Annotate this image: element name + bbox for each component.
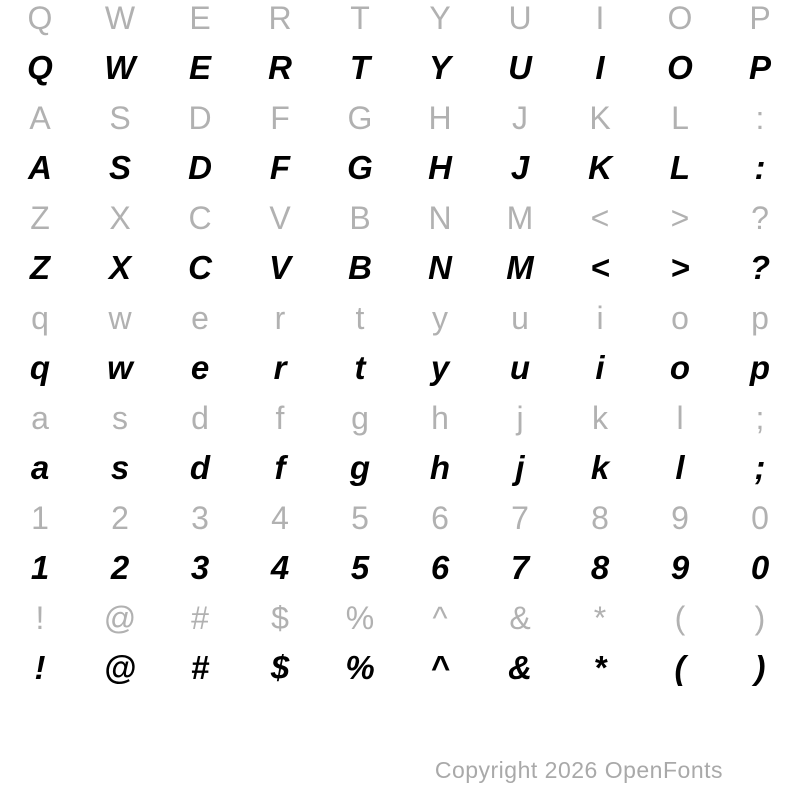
glyph-cell: ? xyxy=(749,249,771,286)
glyph-cell: l xyxy=(675,449,685,486)
glyph-cell: V xyxy=(269,200,291,236)
copyright-watermark: Copyright 2026 OpenFonts xyxy=(434,757,723,783)
glyph-cell: i xyxy=(595,349,605,386)
glyph-cell: Z xyxy=(30,200,50,236)
glyph-row-1-gray xyxy=(0,0,800,43)
glyph-row-4-bold xyxy=(0,143,800,193)
glyph-cell: w xyxy=(107,349,133,386)
glyph-cell: G xyxy=(347,100,373,136)
glyph-cell: & xyxy=(509,600,531,636)
glyph-cell: S xyxy=(109,100,131,136)
glyph-cell: I xyxy=(595,49,605,86)
glyph-cell: L xyxy=(669,149,691,186)
glyph-row-3-gray xyxy=(0,93,800,143)
glyph-row-7-gray xyxy=(0,293,800,343)
glyph-cell: * xyxy=(593,600,607,636)
glyph-row-10-bold xyxy=(0,443,800,493)
glyph-cell: y xyxy=(432,300,448,336)
glyph-cell: a xyxy=(30,449,50,486)
glyph-cell: A xyxy=(29,100,51,136)
glyph-cell: 7 xyxy=(510,549,530,586)
glyph-cell: d xyxy=(191,400,209,436)
glyph-cell: I xyxy=(595,0,605,36)
glyph-cell: d xyxy=(189,449,211,486)
glyph-cell: ! xyxy=(34,649,46,686)
glyph-cell: L xyxy=(671,100,689,136)
glyph-cell: t xyxy=(354,349,366,386)
glyph-cell: Q xyxy=(27,49,53,86)
glyph-cell: 8 xyxy=(590,549,610,586)
glyph-cell: u xyxy=(511,300,529,336)
glyph-cell: : xyxy=(755,100,765,136)
glyph-cell: U xyxy=(508,0,532,36)
glyph-cell: 7 xyxy=(511,500,529,536)
glyph-cell: C xyxy=(188,200,212,236)
glyph-cell: 3 xyxy=(190,549,210,586)
glyph-cell: F xyxy=(270,100,290,136)
glyph-cell: Q xyxy=(27,0,53,36)
glyph-cell: X xyxy=(109,200,131,236)
glyph-row-2-bold xyxy=(0,43,800,93)
glyph-cell: K xyxy=(589,100,611,136)
glyph-cell: ) xyxy=(754,649,766,686)
glyph-cell: % xyxy=(345,600,375,636)
glyph-cell: T xyxy=(350,0,370,36)
glyph-row-9-gray xyxy=(0,393,800,443)
glyph-cell: Z xyxy=(29,249,51,286)
glyph-cell: Y xyxy=(429,0,451,36)
glyph-cell: O xyxy=(667,49,693,86)
glyph-cell: q xyxy=(29,349,51,386)
glyph-cell: J xyxy=(512,100,528,136)
glyph-cell: g xyxy=(349,449,371,486)
glyph-cell: 6 xyxy=(430,549,450,586)
glyph-cell: e xyxy=(190,349,210,386)
glyph-cell: C xyxy=(188,249,212,286)
glyph-cell: 1 xyxy=(31,500,49,536)
glyph-cell: H xyxy=(428,149,452,186)
glyph-cell: W xyxy=(104,0,136,36)
glyph-cell: 9 xyxy=(670,549,690,586)
glyph-cell: R xyxy=(268,49,292,86)
glyph-cell: N xyxy=(428,249,452,286)
glyph-row-8-bold xyxy=(0,343,800,393)
glyph-cell: < xyxy=(590,200,610,236)
glyph-cell: q xyxy=(31,300,49,336)
glyph-cell: ) xyxy=(754,600,766,636)
glyph-cell: M xyxy=(506,249,534,286)
glyph-cell: ( xyxy=(674,600,686,636)
glyph-cell: e xyxy=(191,300,209,336)
glyph-cell: i xyxy=(596,300,604,336)
glyph-cell: J xyxy=(510,149,530,186)
glyph-cell: j xyxy=(516,400,524,436)
glyph-cell: O xyxy=(667,0,693,36)
glyph-cell: # xyxy=(190,649,210,686)
glyph-cell: 3 xyxy=(191,500,209,536)
glyph-cell: h xyxy=(429,449,451,486)
glyph-cell: S xyxy=(108,149,131,186)
glyph-cell: K xyxy=(588,149,612,186)
glyph-cell: > xyxy=(670,249,690,286)
glyph-cell: P xyxy=(748,49,771,86)
glyph-cell: < xyxy=(590,249,610,286)
glyph-cell: p xyxy=(749,349,771,386)
glyph-cell: D xyxy=(188,149,212,186)
glyph-cell: 2 xyxy=(110,549,130,586)
glyph-cell: 1 xyxy=(30,549,50,586)
glyph-cell: l xyxy=(676,400,684,436)
glyph-row-13-gray xyxy=(0,593,800,643)
glyph-cell: f xyxy=(274,449,286,486)
glyph-cell: 9 xyxy=(671,500,689,536)
glyph-cell: u xyxy=(509,349,531,386)
glyph-cell: $ xyxy=(271,600,289,636)
glyph-cell: ; xyxy=(755,400,765,436)
glyph-cell: G xyxy=(347,149,373,186)
glyph-cell: T xyxy=(349,49,371,86)
glyph-cell: & xyxy=(508,649,532,686)
glyph-cell: a xyxy=(31,400,49,436)
glyph-cell: 2 xyxy=(111,500,129,536)
glyph-cell: s xyxy=(112,400,128,436)
glyph-row-14-bold xyxy=(0,643,800,693)
glyph-cell: : xyxy=(754,149,766,186)
glyph-cell: # xyxy=(191,600,209,636)
glyph-cell: h xyxy=(431,400,449,436)
glyph-cell: A xyxy=(28,149,52,186)
glyph-cell: w xyxy=(108,300,132,336)
glyph-cell: f xyxy=(275,400,285,436)
glyph-cell: V xyxy=(268,249,291,286)
glyph-cell: E xyxy=(189,0,211,36)
glyph-cell: 6 xyxy=(431,500,449,536)
glyph-cell: @ xyxy=(103,649,137,686)
glyph-cell: k xyxy=(590,449,610,486)
glyph-cell: ; xyxy=(754,449,766,486)
glyph-cell: > xyxy=(670,200,690,236)
glyph-cell: g xyxy=(351,400,369,436)
glyph-cell: o xyxy=(671,300,689,336)
glyph-cell: 4 xyxy=(270,549,290,586)
glyph-cell: ^ xyxy=(432,600,448,636)
glyph-cell: X xyxy=(108,249,131,286)
glyph-cell: B xyxy=(349,200,371,236)
glyph-cell: W xyxy=(104,49,136,86)
glyph-cell: F xyxy=(269,149,291,186)
glyph-cell: p xyxy=(751,300,769,336)
glyph-row-11-gray xyxy=(0,493,800,543)
glyph-cell: E xyxy=(188,49,211,86)
glyph-cell: % xyxy=(345,649,375,686)
glyph-cell: o xyxy=(669,349,691,386)
glyph-cell: D xyxy=(188,100,212,136)
glyph-cell: 0 xyxy=(751,500,769,536)
glyph-cell: Y xyxy=(428,49,451,86)
glyph-cell: * xyxy=(593,649,607,686)
glyph-cell: k xyxy=(592,400,608,436)
glyph-cell: ? xyxy=(751,200,769,236)
glyph-cell: N xyxy=(428,200,452,236)
glyph-cell: H xyxy=(428,100,452,136)
glyph-cell: 8 xyxy=(591,500,609,536)
glyph-cell: 5 xyxy=(350,549,370,586)
glyph-cell: R xyxy=(268,0,292,36)
glyph-cell: 0 xyxy=(750,549,770,586)
glyph-cell: ^ xyxy=(430,649,450,686)
glyph-cell: ( xyxy=(674,649,686,686)
glyph-cell: B xyxy=(348,249,372,286)
glyph-cell: r xyxy=(274,300,286,336)
glyph-cell: j xyxy=(515,449,525,486)
glyph-row-5-gray xyxy=(0,193,800,243)
glyph-cell: r xyxy=(273,349,287,386)
glyph-cell: 4 xyxy=(271,500,289,536)
glyph-cell: M xyxy=(506,200,534,236)
glyph-cell: s xyxy=(110,449,130,486)
glyph-row-12-bold xyxy=(0,543,800,593)
glyph-cell: t xyxy=(355,300,365,336)
glyph-cell: U xyxy=(508,49,532,86)
glyph-cell: y xyxy=(430,349,450,386)
glyph-cell: P xyxy=(749,0,771,36)
glyph-cell: @ xyxy=(103,600,137,636)
glyph-cell: ! xyxy=(35,600,45,636)
glyph-cell: 5 xyxy=(351,500,369,536)
glyph-row-6-bold xyxy=(0,243,800,293)
glyph-cell: $ xyxy=(270,649,290,686)
